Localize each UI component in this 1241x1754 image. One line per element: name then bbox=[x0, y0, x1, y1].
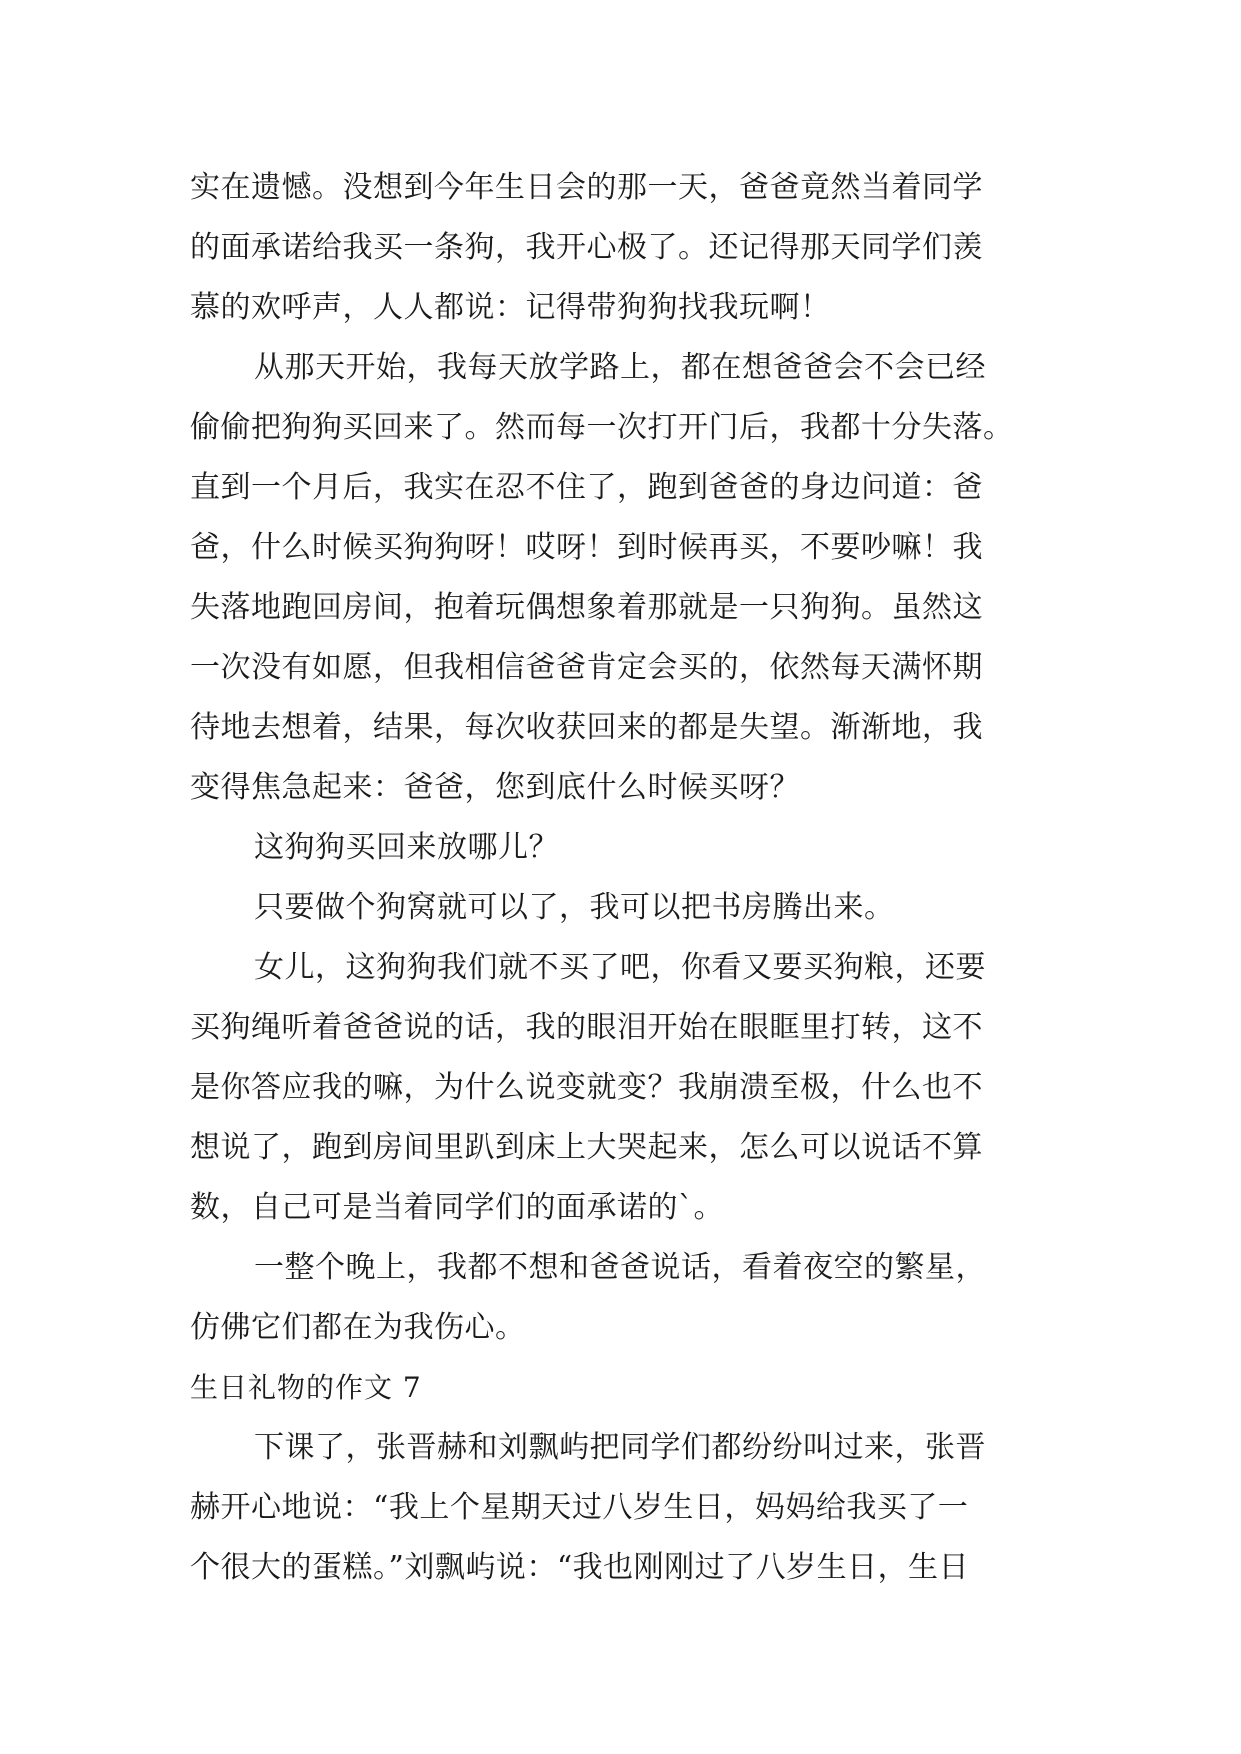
text-line: 一次没有如愿，但我相信爸爸肯定会买的，依然每天满怀期 bbox=[190, 650, 983, 685]
paragraph-start-line: 女儿，这狗狗我们就不买了吧，你看又要买狗粮，还要 bbox=[254, 950, 986, 985]
text-line: 数，自己可是当着同学们的面承诺的`。 bbox=[190, 1190, 724, 1225]
section-heading: 生日礼物的作文 7 bbox=[190, 1371, 422, 1404]
document-page bbox=[190, 158, 1052, 1598]
text-line: 偷偷把狗狗买回来了。然而每一次打开门后，我都十分失落。 bbox=[190, 410, 1014, 445]
text-line: 是你答应我的嘛，为什么说变就变？我崩溃至极，什么也不 bbox=[190, 1070, 983, 1105]
text-line: 失落地跑回房间，抱着玩偶想象着那就是一只狗狗。虽然这 bbox=[190, 590, 983, 625]
text-line: 的面承诺给我买一条狗，我开心极了。还记得那天同学们羡 bbox=[190, 230, 983, 265]
text-line: 待地去想着，结果，每次收获回来的都是失望。渐渐地，我 bbox=[190, 710, 983, 745]
paragraph-start-line: 只要做个狗窝就可以了，我可以把书房腾出来。 bbox=[254, 890, 895, 925]
text-line: 买狗绳听着爸爸说的话，我的眼泪开始在眼眶里打转，这不 bbox=[190, 1010, 983, 1045]
paragraph-start-line: 这狗狗买回来放哪儿？ bbox=[254, 830, 559, 865]
paragraph-start-line: 下课了，张晋赫和刘飘屿把同学们都纷纷叫过来，张晋 bbox=[254, 1430, 986, 1465]
paragraph-start-line: 一整个晚上，我都不想和爸爸说话，看着夜空的繁星， bbox=[254, 1250, 986, 1285]
text-line: 直到一个月后，我实在忍不住了，跑到爸爸的身边问道：爸 bbox=[190, 470, 983, 505]
text-line: 爸，什么时候买狗狗呀！哎呀！到时候再买，不要吵嘛！我 bbox=[190, 530, 983, 565]
text-line: 想说了，跑到房间里趴到床上大哭起来，怎么可以说话不算 bbox=[190, 1130, 983, 1165]
text-line: 仿佛它们都在为我伤心。 bbox=[190, 1310, 526, 1345]
text-line: 赫开心地说：“我上个星期天过八岁生日，妈妈给我买了一 bbox=[190, 1490, 969, 1525]
paragraph-start-line: 从那天开始，我每天放学路上，都在想爸爸会不会已经 bbox=[254, 350, 986, 385]
text-line: 个很大的蛋糕。”刘飘屿说：“我也刚刚过了八岁生日，生日 bbox=[190, 1550, 970, 1585]
text-line: 变得焦急起来：爸爸，您到底什么时候买呀？ bbox=[190, 770, 800, 805]
text-line: 慕的欢呼声，人人都说：记得带狗狗找我玩啊！ bbox=[190, 290, 831, 325]
text-line: 实在遗憾。没想到今年生日会的那一天，爸爸竟然当着同学 bbox=[190, 170, 983, 205]
